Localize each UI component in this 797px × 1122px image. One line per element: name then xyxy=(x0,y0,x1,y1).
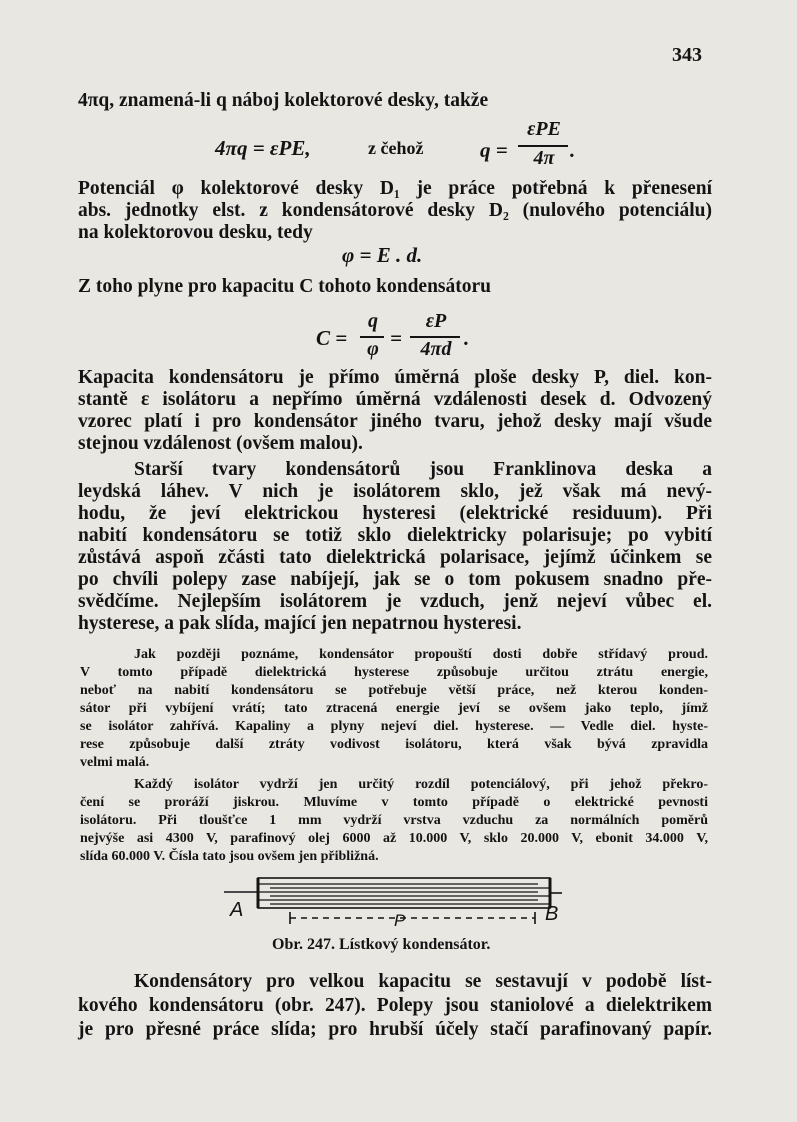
equation-potential: φ = E . d. xyxy=(342,243,423,267)
equation-lhs: 4πq = εPE, xyxy=(215,136,311,160)
note-line: neboť na nabití kondensátoru se potřebuje větší práce, než kterou konden- xyxy=(80,683,708,698)
equation-connector: z čehož xyxy=(368,138,424,158)
note-line: velmi malá. xyxy=(80,755,150,770)
paragraph-line: je pro přesné práce slída; pro hrubší účely stačí parafinovaný papír. xyxy=(78,1019,712,1040)
equation-period: . xyxy=(464,326,470,350)
note-line: Jak později poznáme, kondensátor propouští dosti dobře střídavý proud. xyxy=(134,647,708,662)
fraction-denominator: 4π xyxy=(533,147,555,169)
paragraph-line: zůstává aspoň zčásti tato dielektrická polarisace, jejímž účinkem se xyxy=(78,547,712,568)
note-line: V tomto případě dielektrická hysterese způsobuje určitou ztrátu energie, xyxy=(80,665,708,680)
fraction-numerator: q xyxy=(368,310,378,332)
paragraph-line: Kapacita kondensátoru je přímo úměrná ploše desky P, diel. kon- xyxy=(78,367,712,388)
note-line: nejvýše asi 4300 V, parafinový olej 6000 až 10.000 V, sklo 20.000 V, ebonit 34.000 V, xyxy=(80,831,708,846)
text-line: abs. jednotky elst. z kondensátorové desky D₂ (nulového potenciálu) xyxy=(78,200,712,221)
text-line: 4πq, znamená-li q náboj kolektorové desky, takže xyxy=(78,90,489,111)
equation-equals: = xyxy=(390,326,402,350)
paragraph-line: hodu, že jeví elektrickou hysteresi (elektrické residuum). Při xyxy=(78,503,712,524)
paragraph-line: vzorec platí i pro kondensátor jiného tvaru, jehož desky mají všude xyxy=(78,411,712,432)
equation-capacity-lhs: C = xyxy=(316,326,348,350)
note-line: Každý isolátor vydrží jen určitý rozdíl potenciálový, při jehož překro- xyxy=(134,777,708,792)
paragraph-line: leydská láhev. V nich je isolátorem sklo, jež však má nevý- xyxy=(78,481,712,502)
paragraph-line: stantě ε isolátoru a nepřímo úměrná vzdálenosti desek d. Odvozený xyxy=(78,389,712,410)
paragraph-line: Starší tvary kondensátorů jsou Franklinova deska a xyxy=(134,459,712,480)
label-a: A xyxy=(230,899,244,921)
paragraph-line: stejnou vzdálenost (ovšem malou). xyxy=(78,433,363,454)
paragraph-line: Kondensátory pro velkou kapacitu se sestavují v podobě líst- xyxy=(134,971,712,992)
note-line: se isolátor zahřívá. Kapaliny a plyny nejeví diel. hysterese. — Vedle diel. hyste- xyxy=(80,719,708,734)
note-line: sátor při vybíjení vrátí; tato ztracená energie jeví se ovšem jako teplo, jímž xyxy=(80,701,708,716)
text-line: Z toho plyne pro kapacitu C tohoto kondensátoru xyxy=(78,276,492,297)
fraction-numerator: εPE xyxy=(527,118,561,140)
note-line: isolátoru. Při tloušťce 1 mm vydrží vrstva vzduchu za normálních poměrů xyxy=(80,813,708,828)
label-b: B xyxy=(545,903,559,925)
page-number: 343 xyxy=(672,44,702,66)
paragraph-line: hysterese, a pak slída, mající jen nepatrnou hysteresi. xyxy=(78,613,522,634)
note-line: slída 60.000 V. Čísla tato jsou ovšem jen přibližná. xyxy=(80,849,379,864)
paragraph-line: kového kondensátoru (obr. 247). Polepy jsou staniolové a dielektrikem xyxy=(78,995,712,1016)
note-line: rese způsobuje další ztráty vodivost isolátoru, která však bývá zpravidla xyxy=(80,737,708,752)
note-line: čení se proráží jiskrou. Mluvíme v tomto případě o elektrické pevnosti xyxy=(80,795,708,810)
paragraph-line: nabití kondensátoru se totiž sklo dielektricky polarisuje; po vybití xyxy=(78,525,712,546)
equation-period: . xyxy=(570,138,576,162)
fraction-denominator: φ xyxy=(367,338,379,360)
label-p: P xyxy=(394,911,406,930)
paragraph-line: po chvíli polepy zase nabíjejí, jak se o tom pokusem snadno pře- xyxy=(78,569,712,590)
equation-q: q = xyxy=(480,138,508,162)
figure-caption: Obr. 247. Lístkový kondensátor. xyxy=(272,936,491,953)
text-line: Potenciál φ kolektorové desky D₁ je práce potřebná k přenesení xyxy=(78,178,712,199)
fraction-denominator: 4πd xyxy=(420,338,452,360)
text-line: na kolektorovou desku, tedy xyxy=(78,222,313,243)
fraction-numerator: εP xyxy=(425,310,447,332)
paragraph-line: svědčíme. Nejlepším isolátorem je vzduch, jenž nejeví vůbec el. xyxy=(78,591,712,612)
